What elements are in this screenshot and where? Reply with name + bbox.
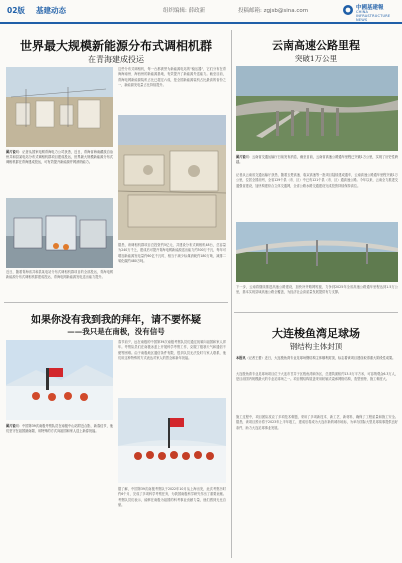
article3-photo-team (118, 398, 226, 483)
article2-title: 云南高速公路里程 (272, 39, 360, 52)
article1-subtitle: 在青海建成投运 (88, 55, 144, 64)
article3-body2: 据了解，中国第39次南极考察队于2022年10月从上海出发，此次考察历时约6个月，完成了多项科学考察任务，为我国南极科学研究作出了重要贡献。考察队员们表示，能够在南极为祖国的科考事业贡献力量，他们感到无比自豪。 (118, 487, 226, 508)
article2-subtitle: 突破1万公里 (294, 54, 338, 63)
article3-title: 如果你没有我到我的拜年，请不要怀疑 (31, 315, 201, 326)
article3-caption: 图片说明：中国第39次南极考察队员在南极中山站附近合影，新春佳节，他们坚守在祖国最南端，用特殊的方式向祖国和家人送上新春祝福。 (6, 424, 113, 434)
logo-subtitle: CHINA INFRASTRUCTURE NEWS (356, 10, 391, 22)
submission-email: 投稿邮箱: zgjsb@sina.com (238, 8, 309, 14)
article1-photo-aerial (118, 115, 226, 240)
article1-photo-workers (6, 198, 113, 268)
editor-credit: 组织编辑: 薛政新 (163, 8, 206, 14)
article2-caption: 图片说明：云南省交通运输厅日前发布消息，截至目前，云南省高速公路通车里程已突破1万公里，实现了历史性跨越。 (236, 155, 399, 165)
article2-photo-highway (236, 66, 398, 151)
article4-body2: 施工过程中，项目团队攻克了多项技术难题，采用了多项新技术、新工艺、新材料，确保了工程质量和施工安全。据悉，该项目预计将于2023年上半年竣工，建成后将成为大连市新的城市地标，为举办国际大型足球赛事提供良好条件，助力大连足球事业发展。 (236, 415, 398, 430)
article4-title: 大连梭鱼湾足球场 (272, 327, 360, 340)
article1-caption: 图片说明：记者从国家电网青海电力公司获悉，近日，青海省海南藏族自治州共和县某电站分布式调相机群项目建成投运，世界最大规模新能源分布式调相机群在青海建成投运，可有效提升新能源并网消纳能力。 (6, 150, 113, 165)
caption-lead: 本报讯 (236, 356, 246, 360)
article3-subtitle: ——我只是在南极，没有信号 (67, 327, 165, 336)
page-number: 02版 (7, 6, 25, 15)
article1-caption2: 近日，随着青海省共和县某电站分布式调相机群项目的全部投运，青海电网新能源分布式调相机群建成投运，青海电网新能源发电送出能力提升。 (6, 270, 113, 280)
article2-body2: 下一步，云南将继续推进高速公路建设，加快补齐路网短板，力争到2025年全省高速公路通车里程达到1.5万公里，基本实现县域高速公路全覆盖，为经济社会高质量发展提供有力支撑。 (236, 285, 398, 295)
caption-lead: 图片说 (236, 155, 246, 159)
article1-photo-station (6, 67, 113, 147)
logo-text: 中國基建報 (356, 5, 384, 11)
caption-lead: 图片说 (6, 424, 16, 428)
article3-body: 春节前夕，远在南极的中国第39次南极考察队员们通过视频向祖国和家人拜年。考察队员们在南极冰盖上开展科学考察工作，克服了极寒天气和通信不便等困难。由于南极地区通信条件有限，很多队员无法及时与家人联系，他们用这种特殊的方式表达对家人的思念和新年祝福。 (118, 340, 226, 361)
section-title: 基建动态 (36, 6, 66, 15)
article1-body-top: 这些分布式调相机，每一台都被誉为新能源电站的"稳压器"，它们分布在青海海南州、海西州的新能源基地，有效提升了新能源外送能力。截至目前，青海电网新能源装机占比已超过六成，是全国新能源装机占比最高的省份之一，新能源发电量占比持续提升。 (118, 67, 226, 88)
article4-body: 大连梭鱼湾专业足球场项目位于大连市甘井子区梭鱼湾商务区，总建筑面积约13.5万平方米，可容纳观众6.3万人，是目前国内规模最大的专业足球场之一。项目钢结构屋盖采用轮辐式索承网格结构，造型独特，施工难度大。 (236, 372, 398, 382)
caption-lead: 图片说 (6, 150, 16, 154)
article3-photo-antarctic (6, 340, 113, 420)
section-divider (234, 312, 398, 313)
article2-body: 记者从云南省交通运输厅获悉，随着玉楚高速、临双高速等一批项目陆续建成通车，云南高速公路通车里程突破1万公里，位居全国前列，全省129个县（市、区）中已有121个县（市、区）通高速公路。今年以来，云南全力推进交通强省建设，加快构建综合立体交通网，全省公路水路交通建设完成投资持续保持高位。 (236, 173, 398, 188)
article2-photo-bridge (236, 222, 398, 282)
section-divider (4, 302, 228, 303)
article4-subtitle: 钢结构主体封顶 (289, 342, 343, 351)
article1-title: 世界最大规模新能源分布式调相机群 (19, 39, 212, 53)
column-divider (231, 30, 232, 558)
article1-body-bottom: 据悉，该调相机群项目总投资约5亿元，共建设分布式调相机48台，总容量为240万千乏，建成后可提升青海电网新能源送出能力约300万千瓦，每年可增加新能源发电量约60亿千瓦时，相当于减少标煤消耗约180万吨，减排二氧化碳约480万吨。 (118, 243, 226, 264)
article4-lead: 本报讯（记者王蕾）近日，大连梭鱼湾专业足球场钢结构主体顺利封顶，标志着该项目建设取得重大阶段性成果。 (236, 356, 396, 360)
page-header (0, 0, 402, 24)
